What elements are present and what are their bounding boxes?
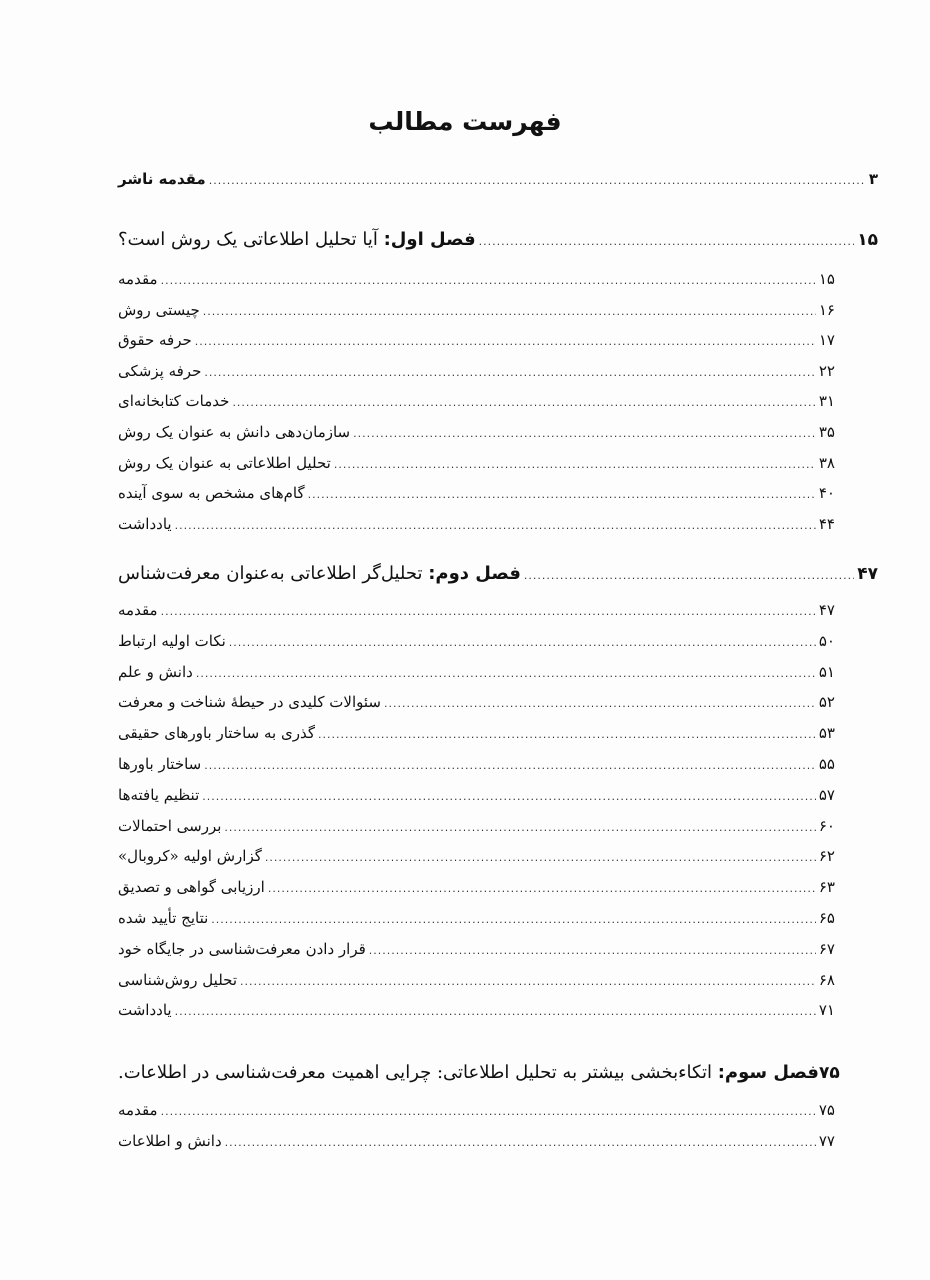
toc-entry — [118, 1001, 835, 1019]
entry-label: یادداشت — [118, 1001, 172, 1020]
dot-leader — [204, 759, 816, 772]
chapter-page-number: ۴۷ — [857, 564, 878, 584]
entry-page-number: ۳ — [868, 170, 878, 188]
entry-label: تحلیل اطلاعاتی به عنوان یک روش — [118, 453, 331, 472]
toc-entry — [118, 270, 835, 288]
entry-page-number: ۵۲ — [818, 693, 835, 712]
toc-entry — [118, 940, 835, 958]
toc-entry — [118, 1132, 835, 1150]
toc-entry — [118, 663, 835, 681]
entry-label: ساختار باورها — [118, 755, 202, 773]
toc-entry — [118, 515, 835, 533]
entry-page-number: ۶۸ — [818, 970, 835, 989]
dot-leader — [479, 235, 855, 248]
dot-leader — [334, 458, 816, 471]
toc-entry — [118, 331, 835, 349]
entry-label: گذری به ساختار باورهای حقیقی — [118, 724, 315, 743]
entry-page-number: ۵۰ — [818, 631, 835, 650]
dot-leader — [308, 488, 816, 501]
entry-page-number: ۷۷ — [818, 1132, 835, 1150]
entry-label: گام‌های مشخص به سوی آینده — [118, 484, 305, 503]
entry-label: حرفه پزشکی — [118, 361, 202, 380]
dot-leader — [240, 975, 816, 988]
toc-entry — [118, 632, 835, 650]
toc-entry — [118, 301, 835, 319]
entry-page-number: ۱۵ — [818, 270, 835, 288]
dot-leader — [175, 1005, 816, 1018]
entry-page-number: ۶۷ — [818, 939, 835, 958]
toc-entry — [118, 454, 835, 472]
entry-page-number: ۶۵ — [818, 909, 835, 927]
entry-label: مقدمه — [118, 1101, 158, 1119]
entry-page-number: ۶۰ — [818, 816, 835, 835]
dot-leader — [524, 569, 854, 582]
chapter-title — [118, 1062, 819, 1083]
entry-label: قرار دادن معرفت‌شناسی در جایگاه خود — [118, 939, 366, 958]
toc-entry — [118, 601, 835, 619]
entry-label: نتایج تأیید شده — [118, 909, 209, 927]
dot-leader — [225, 1136, 816, 1149]
entry-page-number: ۳۸ — [818, 453, 835, 472]
dot-leader — [224, 821, 815, 834]
entry-page-number: ۵۵ — [818, 755, 835, 773]
entry-label: ارزیابی گواهی و تصدیق — [118, 878, 265, 897]
toc-chapter-2 — [118, 563, 878, 584]
chapter-title-text: آیا تحلیل اطلاعاتی یک روش است؟ — [118, 229, 378, 250]
entry-label: سئوالات کلیدی در حیطهٔ شناخت و معرفت — [118, 693, 381, 712]
dot-leader — [211, 913, 816, 926]
chapter-page-number: ۷۵ — [818, 1063, 840, 1083]
chapter-prefix: فصل سوم: — [717, 1062, 819, 1083]
entry-page-number: ۶۲ — [818, 847, 835, 866]
toc-entry — [118, 362, 835, 380]
dot-leader — [229, 636, 816, 649]
entry-page-number: ۱۶ — [818, 300, 835, 319]
entry-page-number: ۳۵ — [818, 423, 835, 441]
chapter-title — [118, 563, 521, 584]
dot-leader — [204, 366, 816, 379]
entry-label: چیستی روش — [118, 300, 200, 319]
dot-leader — [353, 427, 816, 440]
toc-entry-publisher-preface — [118, 170, 878, 188]
chapter-page-number: ۱۵ — [857, 230, 878, 250]
entry-page-number: ۲۲ — [818, 361, 835, 380]
entry-label: دانش و اطلاعات — [118, 1132, 222, 1150]
dot-leader — [268, 882, 816, 895]
entry-page-number: ۵۳ — [818, 724, 835, 743]
toc-entry — [118, 817, 835, 835]
toc-entry — [118, 755, 835, 773]
dot-leader — [384, 697, 816, 710]
dot-leader — [196, 667, 816, 680]
entry-label: دانش و علم — [118, 662, 193, 681]
dot-leader — [318, 728, 816, 741]
entry-label: بررسی احتمالات — [118, 816, 222, 835]
toc-entry — [118, 484, 835, 502]
entry-page-number: ۴۰ — [818, 484, 835, 503]
entry-page-number: ۴۷ — [818, 601, 835, 619]
entry-label: مقدمه — [118, 601, 158, 619]
entry-label: نکات اولیه ارتباط — [118, 631, 226, 650]
entry-page-number: ۱۷ — [818, 331, 835, 350]
entry-label: تحلیل روش‌شناسی — [118, 970, 238, 989]
chapter-title-text: تحلیل‌گر اطلاعاتی به‌عنوان معرفت‌شناس — [118, 563, 423, 584]
dot-leader — [195, 335, 816, 348]
entry-page-number: ۳۱ — [818, 392, 835, 411]
toc-entry — [118, 392, 835, 410]
chapter-prefix: فصل دوم: — [428, 563, 521, 584]
entry-label: مقدمه — [118, 270, 158, 288]
entry-label: گزارش اولیه «کروبال» — [118, 847, 262, 866]
entry-label: یادداشت — [118, 514, 172, 533]
toc-entry — [118, 724, 835, 742]
entry-page-number: ۴۴ — [818, 514, 835, 533]
entry-page-number: ۶۳ — [818, 878, 835, 897]
entry-label: حرفه حقوق — [118, 331, 192, 350]
chapter-title-text: اتکاءبخشی بیشتر به تحلیل اطلاعاتی: چرایی اهمیت معرفت‌شناسی در اطلاعات. — [118, 1062, 712, 1083]
toc-entry — [118, 971, 835, 989]
toc-entry — [118, 909, 835, 927]
entry-page-number: ۵۷ — [818, 785, 835, 804]
toc-chapter-3 — [118, 1062, 898, 1083]
toc-entry — [118, 423, 835, 441]
dot-leader — [161, 1105, 816, 1118]
entry-label: تنظیم یافته‌ها — [118, 785, 200, 804]
dot-leader — [203, 305, 816, 318]
dot-leader — [161, 605, 816, 618]
entry-page-number: ۷۵ — [818, 1101, 835, 1119]
entry-label: مقدمه ناشر — [118, 170, 206, 188]
dot-leader — [369, 944, 816, 957]
toc-chapter-1 — [118, 229, 878, 250]
toc-entry — [118, 878, 835, 896]
toc-entry — [118, 1101, 835, 1119]
entry-label: سازمان‌دهی دانش به عنوان یک روش — [118, 423, 351, 441]
dot-leader — [161, 274, 816, 287]
dot-leader — [175, 519, 816, 532]
toc-entry — [118, 786, 835, 804]
dot-leader — [232, 396, 815, 409]
entry-label: خدمات کتابخانه‌ای — [118, 392, 230, 411]
page-title: فهرست مطالب — [368, 107, 562, 136]
dot-leader — [209, 174, 866, 187]
toc-entry — [118, 693, 835, 711]
dot-leader — [265, 851, 816, 864]
chapter-prefix: فصل اول: — [383, 229, 476, 250]
toc-entry — [118, 847, 835, 865]
chapter-title — [118, 229, 476, 250]
entry-page-number: ۵۱ — [818, 662, 835, 681]
dot-leader — [202, 790, 816, 803]
entry-page-number: ۷۱ — [818, 1001, 835, 1020]
